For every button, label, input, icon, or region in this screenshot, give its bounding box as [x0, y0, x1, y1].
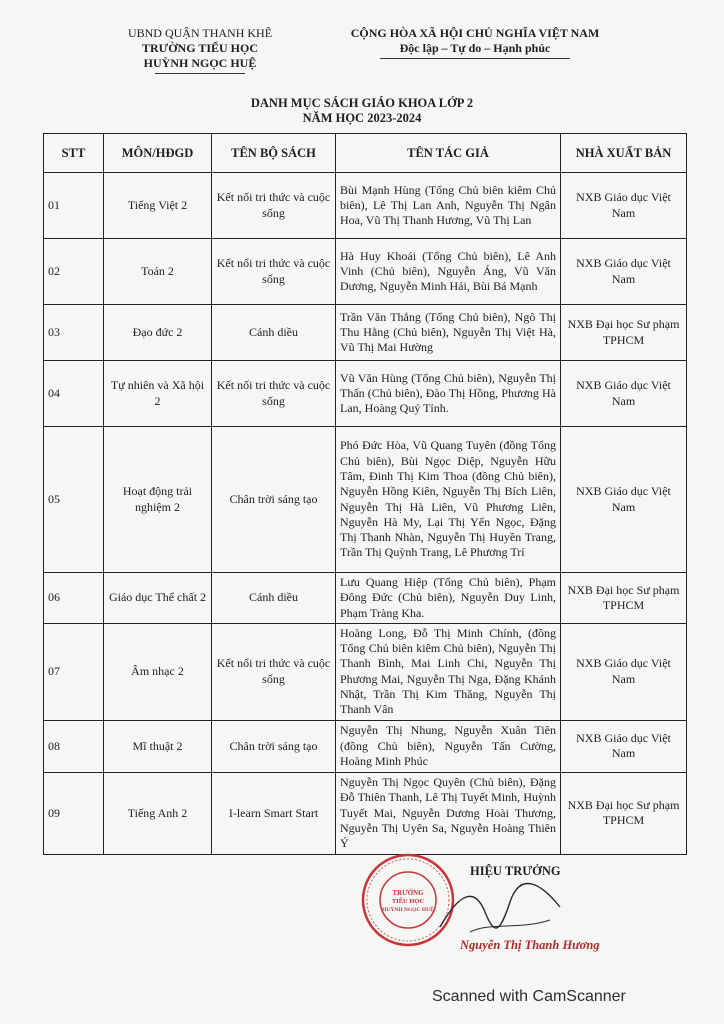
nation-name: CỘNG HÒA XÃ HỘI CHỦ NGHĨA VIỆT NAM	[350, 26, 600, 40]
table-row	[44, 361, 687, 427]
principal-title: HIỆU TRƯỞNG	[470, 864, 561, 878]
row-stt: 05	[44, 427, 104, 573]
row-authors: Lưu Quang Hiệp (Tổng Chủ biên), Phạm Đông Đức (Chủ biên), Nguyễn Duy Linh, Phạm Tràng Kha.	[336, 573, 561, 624]
row-subject: Âm nhạc 2	[104, 623, 212, 720]
row-authors: Vũ Văn Hùng (Tổng Chủ biên), Nguyễn Thị Thấn (Chủ biên), Đào Thị Hồng, Phương Hà Lan, Hoàng Quý Tỉnh.	[336, 361, 561, 427]
signature-block	[360, 852, 600, 962]
svg-text:TRƯỜNG: TRƯỜNG	[392, 889, 424, 897]
row-series: Kết nối tri thức và cuộc sống	[212, 239, 336, 305]
header-subject: MÔN/HĐGD	[104, 134, 212, 173]
row-stt: 07	[44, 623, 104, 720]
row-subject: Giáo dục Thể chất 2	[104, 573, 212, 624]
school-name-line1: TRƯỜNG TIỂU HỌC	[141, 41, 258, 55]
row-stt: 01	[44, 173, 104, 239]
header-stt: STT	[44, 134, 104, 173]
row-subject: Toán 2	[104, 239, 212, 305]
header-publisher: NHÀ XUẤT BẢN	[561, 134, 687, 173]
header-authors: TÊN TÁC GIẢ	[336, 134, 561, 173]
row-series: Kết nối tri thức và cuộc sống	[212, 623, 336, 720]
scanner-watermark: Scanned with CamScanner	[432, 988, 626, 1005]
table-row	[44, 239, 687, 305]
row-authors: Hà Huy Khoái (Tổng Chủ biên), Lê Anh Vinh (Chủ biên), Nguyễn Áng, Vũ Văn Dương, Nguyễn Minh Hải, Bùi Bá Mạnh	[336, 239, 561, 305]
motto-divider	[380, 58, 570, 59]
svg-text:TIỂU HỌC: TIỂU HỌC	[391, 898, 425, 905]
table-row	[44, 305, 687, 361]
row-publisher: NXB Đại học Sư phạm TPHCM	[561, 772, 687, 854]
row-publisher: NXB Giáo dục Việt Nam	[561, 427, 687, 573]
nation-header	[330, 26, 620, 59]
header-series: TÊN BỘ SÁCH	[212, 134, 336, 173]
row-stt: 02	[44, 239, 104, 305]
row-authors: Trần Văn Thắng (Tổng Chủ biên), Ngô Thị Thu Hằng (Chủ biên), Nguyễn Thị Việt Hà, Vũ Thị Mai Hường	[336, 305, 561, 361]
row-subject: Hoạt động trải nghiệm 2	[104, 427, 212, 573]
title-line1: DANH MỤC SÁCH GIÁO KHOA LỚP 2	[250, 96, 474, 110]
table-header-row	[44, 134, 687, 173]
table-row	[44, 623, 687, 720]
row-subject: Đạo đức 2	[104, 305, 212, 361]
row-stt: 06	[44, 573, 104, 624]
row-subject: Tự nhiên và Xã hội 2	[104, 361, 212, 427]
row-series: Cánh diều	[212, 573, 336, 624]
row-publisher: NXB Giáo dục Việt Nam	[561, 239, 687, 305]
row-series: Kết nối tri thức và cuộc sống	[212, 361, 336, 427]
row-authors: Phó Đức Hòa, Vũ Quang Tuyên (đồng Tổng Chủ biên), Bùi Ngọc Diệp, Nguyễn Hữu Tâm, Đinh Thị Kim Thoa (đồng Chủ biên), Nguyễn Hồng Kiên, Nguyễn Thị Bích Liên, Nguyễn Thị Hà Liên, Vũ Phương Liên, Nguyễn Hà My, Lại Thị Yến Ngọc, Đặng Thị Thanh Nhàn, Nguyễn Thị Huyền Trang, Trần Thị Quỳnh Trang, Lê Phương Trí	[336, 427, 561, 573]
row-subject: Tiếng Việt 2	[104, 173, 212, 239]
school-name-line2: HUỲNH NGỌC HUỆ	[143, 56, 257, 70]
row-stt: 08	[44, 720, 104, 772]
row-series: Chân trời sáng tạo	[212, 720, 336, 772]
district-name: UBND QUẬN THANH KHÊ	[127, 26, 273, 40]
document-title	[0, 96, 724, 126]
svg-text:HUỲNH NGỌC HUỆ: HUỲNH NGỌC HUỆ	[382, 907, 434, 913]
nation-motto: Độc lập – Tự do – Hạnh phúc	[399, 41, 551, 55]
header-divider	[155, 73, 245, 74]
row-series: Kết nối tri thức và cuộc sống	[212, 173, 336, 239]
table-row	[44, 720, 687, 772]
row-stt: 09	[44, 772, 104, 854]
signature-scribble	[430, 872, 570, 942]
row-subject: Tiếng Anh 2	[104, 772, 212, 854]
row-series: Chân trời sáng tạo	[212, 427, 336, 573]
row-stt: 04	[44, 361, 104, 427]
row-series: Cánh diều	[212, 305, 336, 361]
row-publisher: NXB Đại học Sư phạm TPHCM	[561, 305, 687, 361]
row-publisher: NXB Giáo dục Việt Nam	[561, 720, 687, 772]
table-row	[44, 173, 687, 239]
table-row	[44, 427, 687, 573]
row-authors: Nguyễn Thị Ngọc Quyên (Chủ biên), Đặng Đỗ Thiên Thanh, Lê Thị Tuyết Minh, Huỳnh Tuyết Mai, Nguyễn Dương Hoài Thương, Nguyễn Thị Uyên Sa, Nguyễn Hoàng Thiên Ý	[336, 772, 561, 854]
table-row	[44, 573, 687, 624]
row-series: I-learn Smart Start	[212, 772, 336, 854]
principal-name: Nguyễn Thị Thanh Hương	[460, 938, 600, 952]
row-publisher: NXB Đại học Sư phạm TPHCM	[561, 573, 687, 624]
table-row	[44, 772, 687, 854]
row-publisher: NXB Giáo dục Việt Nam	[561, 361, 687, 427]
textbook-table	[43, 133, 687, 855]
title-line2: NĂM HỌC 2023-2024	[302, 111, 422, 125]
row-authors: Bùi Mạnh Hùng (Tổng Chủ biên kiêm Chủ biên), Lê Thị Lan Anh, Nguyễn Thị Ngân Hoa, Vũ Thị Thanh Hương, Vũ Thị Lan	[336, 173, 561, 239]
row-authors: Nguyễn Thị Nhung, Nguyễn Xuân Tiên (đồng Chủ biên), Nguyễn Tấn Cường, Hoàng Minh Phúc	[336, 720, 561, 772]
row-subject: Mĩ thuật 2	[104, 720, 212, 772]
row-publisher: NXB Giáo dục Việt Nam	[561, 623, 687, 720]
school-header	[100, 26, 300, 74]
row-authors: Hoàng Long, Đỗ Thị Minh Chính, (đồng Tổng Chủ biên kiêm Chủ biên), Nguyễn Thị Thanh Bình, Mai Linh Chi, Nguyễn Thị Phương Mai, Nguyễn Thị Nga, Đặng Khánh Nhật, Trần Thị Kim Thăng, Nguyễn Thị Thanh Vân	[336, 623, 561, 720]
row-stt: 03	[44, 305, 104, 361]
row-publisher: NXB Giáo dục Việt Nam	[561, 173, 687, 239]
